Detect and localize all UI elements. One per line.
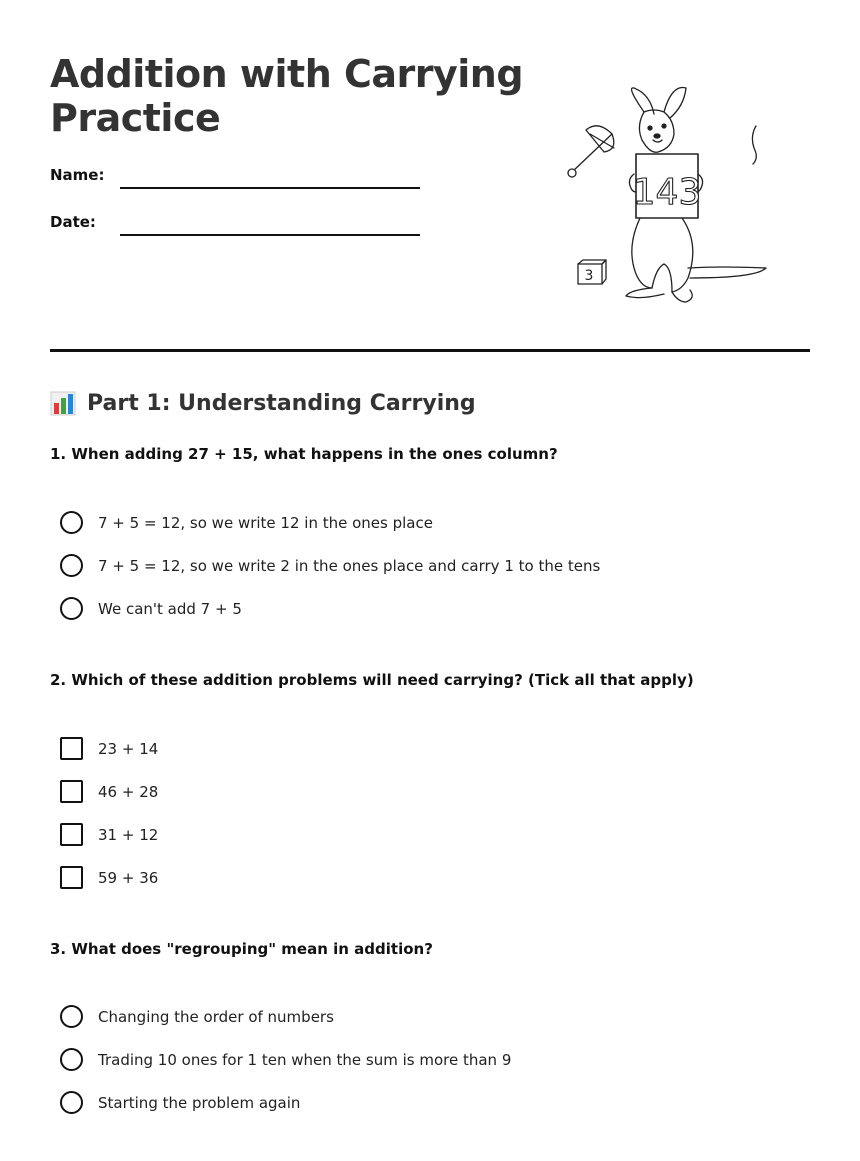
radio-button[interactable] xyxy=(60,1048,83,1071)
question-3: 3. What does "regrouping" mean in addition? xyxy=(50,940,433,958)
option-label: Changing the order of numbers xyxy=(98,1007,334,1026)
option-label: Trading 10 ones for 1 ten when the sum is more than 9 xyxy=(98,1050,512,1069)
question-2-option-4[interactable] xyxy=(60,866,158,889)
question-2-option-3[interactable] xyxy=(60,823,158,846)
date-label: Date: xyxy=(50,213,96,231)
block-number: 3 xyxy=(584,268,594,284)
part1-heading-text: Part 1: Understanding Carrying xyxy=(87,390,476,416)
section-divider xyxy=(50,349,810,352)
option-label: 7 + 5 = 12, so we write 12 in the ones place xyxy=(98,513,433,532)
date-field[interactable] xyxy=(120,234,420,236)
sign-number: 143 xyxy=(632,172,702,213)
part1-heading xyxy=(50,390,476,416)
question-3-option-2[interactable] xyxy=(60,1048,511,1071)
question-2: 2. Which of these addition problems will need carrying? (Tick all that apply) xyxy=(50,671,694,689)
option-label: 46 + 28 xyxy=(98,782,159,801)
name-label: Name: xyxy=(50,166,105,184)
question-3-option-1[interactable] xyxy=(60,1005,334,1028)
question-2-option-1[interactable] xyxy=(60,737,158,760)
option-label: 23 + 14 xyxy=(98,739,159,758)
question-1: 1. When adding 27 + 15, what happens in the ones column? xyxy=(50,445,558,463)
option-label: 59 + 36 xyxy=(98,868,159,887)
worksheet-title: Addition with Carrying Practice xyxy=(50,52,524,140)
option-label: 31 + 12 xyxy=(98,825,159,844)
radio-button[interactable] xyxy=(60,1091,83,1114)
kangaroo-illustration xyxy=(560,78,780,310)
question-1-option-2[interactable] xyxy=(60,554,600,577)
option-label: We can't add 7 + 5 xyxy=(98,599,242,618)
checkbox[interactable] xyxy=(60,823,83,846)
checkbox[interactable] xyxy=(60,780,83,803)
question-3-option-3[interactable] xyxy=(60,1091,300,1114)
radio-button[interactable] xyxy=(60,554,83,577)
question-2-option-2[interactable] xyxy=(60,780,158,803)
option-label: Starting the problem again xyxy=(98,1093,301,1112)
radio-button[interactable] xyxy=(60,1005,83,1028)
checkbox[interactable] xyxy=(60,737,83,760)
radio-button[interactable] xyxy=(60,511,83,534)
name-field[interactable] xyxy=(120,187,420,189)
question-1-option-3[interactable] xyxy=(60,597,242,620)
radio-button[interactable] xyxy=(60,597,83,620)
question-1-option-1[interactable] xyxy=(60,511,433,534)
checkbox[interactable] xyxy=(60,866,83,889)
option-label: 7 + 5 = 12, so we write 2 in the ones place and carry 1 to the tens xyxy=(98,556,601,575)
bar-chart-icon xyxy=(50,390,76,416)
